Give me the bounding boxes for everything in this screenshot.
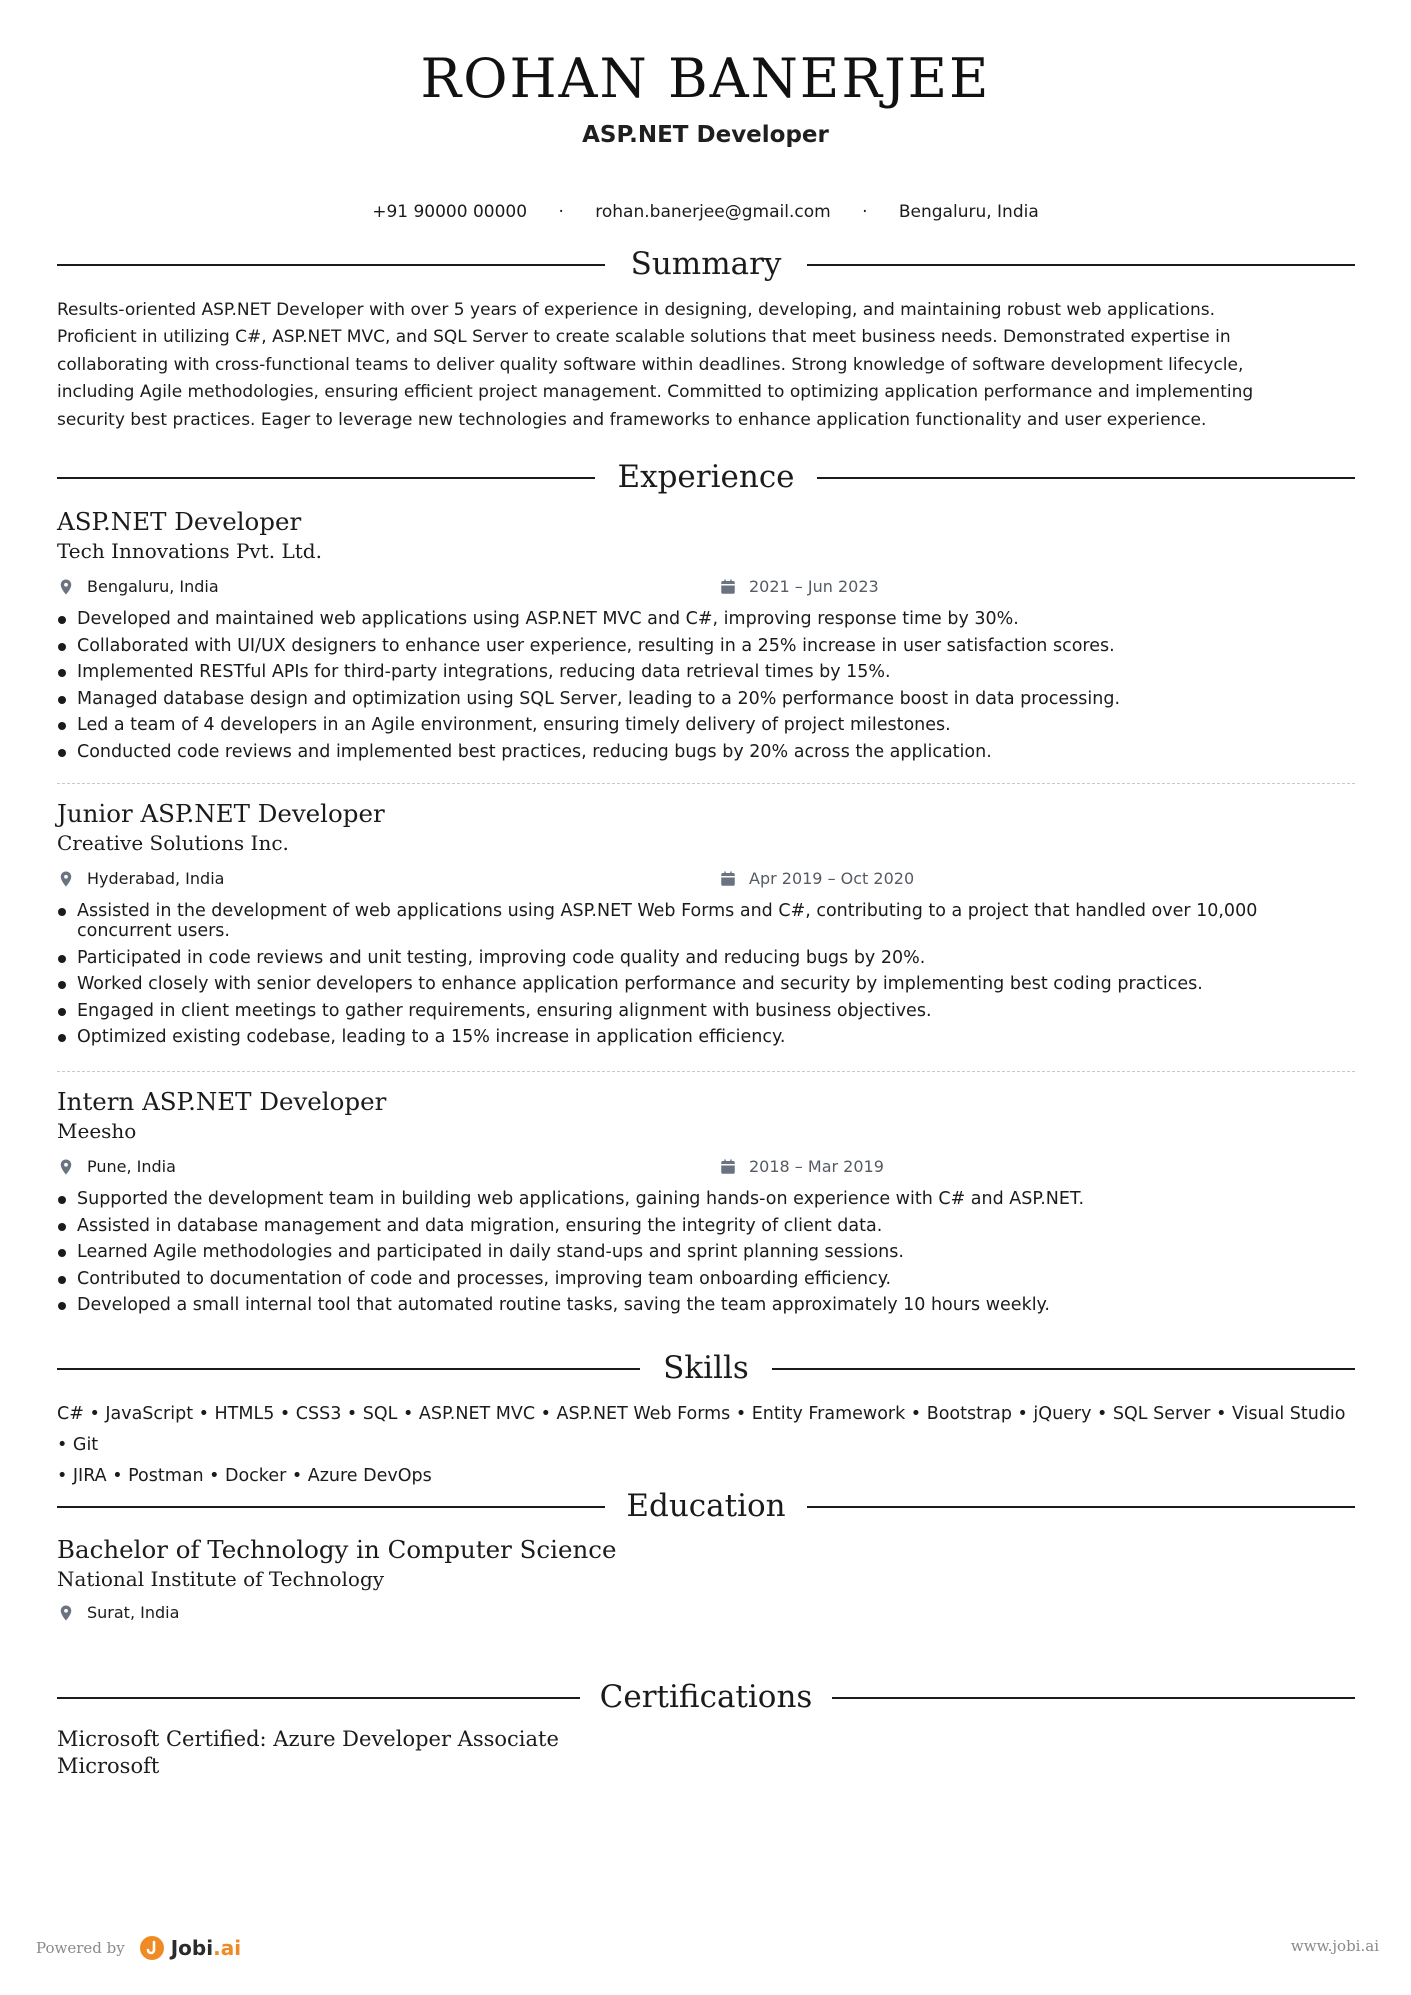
section-title-summary: Summary: [630, 246, 782, 282]
job-bullets: [57, 1189, 1355, 1315]
brand-name[interactable]: [171, 1936, 241, 1960]
job-bullet: Engaged in client meetings to gather requirements, ensuring alignment with business objectives.: [57, 1001, 1355, 1021]
experience-entry: [57, 1087, 1355, 1322]
job-bullets: [57, 609, 1355, 762]
candidate-role: ASP.NET Developer: [582, 122, 829, 148]
location-pin-icon: [57, 578, 75, 596]
job-company: Meesho: [57, 1119, 137, 1143]
job-meta: [57, 869, 1355, 895]
job-bullet: Participated in code reviews and unit testing, improving code quality and reducing bugs by 20%.: [57, 948, 1355, 968]
job-meta: [57, 577, 1355, 603]
job-bullet: Learned Agile methodologies and participated in daily stand-ups and sprint planning sessions.: [57, 1242, 1355, 1262]
section-title-experience: Experience: [617, 459, 795, 495]
job-dates-text: Apr 2019 – Oct 2020: [749, 869, 915, 888]
powered-by-label: Powered by: [36, 1939, 125, 1957]
education-location: [57, 1603, 179, 1622]
section-title-certifications: Certifications: [599, 1679, 813, 1715]
certification-entry: [57, 1726, 1355, 1780]
job-location-text: Pune, India: [87, 1157, 176, 1176]
skills-line: C# • JavaScript • HTML5 • CSS3 • SQL • ASP.NET MVC • ASP.NET Web Forms • Entity Framework • Bootstrap • jQuery • SQL Server • Visual Studio • Git: [57, 1404, 1346, 1455]
skills-list: [57, 1399, 1355, 1492]
location-pin-icon: [57, 1604, 75, 1622]
job-dates-text: 2021 – Jun 2023: [749, 577, 879, 596]
job-location: [57, 869, 224, 888]
job-meta: [57, 1157, 1355, 1183]
calendar-icon: [719, 578, 737, 596]
education-degree: Bachelor of Technology in Computer Science: [57, 1535, 617, 1564]
contact-separator: ·: [558, 202, 564, 222]
certification-title: Microsoft Certified: Azure Developer Associate: [57, 1727, 559, 1751]
job-title: ASP.NET Developer: [57, 507, 302, 536]
experience-entry: [57, 799, 1355, 1054]
section-header-education: [57, 1486, 1355, 1526]
calendar-icon: [719, 1158, 737, 1176]
section-title-education: Education: [626, 1488, 786, 1524]
jobi-logo-icon: [139, 1935, 165, 1961]
section-header-experience: [57, 457, 1355, 497]
entry-divider: [57, 783, 1355, 784]
job-title: Intern ASP.NET Developer: [57, 1087, 387, 1116]
location-pin-icon: [57, 870, 75, 888]
job-dates: [719, 577, 879, 596]
footer-powered-by: [36, 1935, 241, 1961]
education-location-text: Surat, India: [87, 1603, 180, 1622]
job-bullet: Optimized existing codebase, leading to a 15% increase in application efficiency.: [57, 1027, 1355, 1047]
job-bullet: Worked closely with senior developers to enhance application performance and security by implementing best coding practices.: [57, 974, 1355, 994]
job-bullet: Implemented RESTful APIs for third-party integrations, reducing data retrieval times by 15%.: [57, 662, 1355, 682]
job-bullet: Assisted in database management and data migration, ensuring the integrity of client data.: [57, 1216, 1355, 1236]
education-entry: [57, 1535, 1355, 1629]
contact-separator: ·: [862, 202, 868, 222]
job-bullet: Contributed to documentation of code and processes, improving team onboarding efficiency.: [57, 1269, 1355, 1289]
job-company: Creative Solutions Inc.: [57, 831, 289, 855]
job-dates-text: 2018 – Mar 2019: [749, 1157, 884, 1176]
job-title: Junior ASP.NET Developer: [57, 799, 385, 828]
job-location-text: Bengaluru, India: [87, 577, 219, 596]
summary-line: Results-oriented ASP.NET Developer with over 5 years of experience in designing, developing, and maintaining robust web applications.: [57, 300, 1216, 320]
section-header-skills: [57, 1348, 1355, 1388]
summary-line: collaborating with cross-functional teams to deliver quality software within deadlines. Strong knowledge of software development lifecycle,: [57, 354, 1244, 375]
summary-text: [57, 297, 1355, 434]
footer-site-link[interactable]: www.jobi.ai: [1290, 1937, 1379, 1955]
job-location: [57, 1157, 176, 1176]
location-pin-icon: [57, 1158, 75, 1176]
certification-issuer: Microsoft: [57, 1754, 160, 1778]
job-company: Tech Innovations Pvt. Ltd.: [57, 539, 322, 563]
education-school: National Institute of Technology: [57, 1567, 385, 1591]
job-location: [57, 577, 219, 596]
job-bullet: Developed a small internal tool that automated routine tasks, saving the team approximately 10 hours weekly.: [57, 1295, 1355, 1315]
contact-phone: +91 90000 00000: [372, 202, 528, 222]
job-bullet: Developed and maintained web applications using ASP.NET MVC and C#, improving response time by 30%.: [57, 609, 1355, 629]
contact-email[interactable]: rohan.banerjee@gmail.com: [595, 202, 831, 222]
summary-line: Proficient in utilizing C#, ASP.NET MVC, and SQL Server to create scalable solutions that meet business needs. Demonstrated expertise in: [57, 327, 1231, 348]
job-location-text: Hyderabad, India: [87, 869, 225, 888]
job-bullet: Led a team of 4 developers in an Agile environment, ensuring timely delivery of project milestones.: [57, 715, 1355, 735]
job-bullet: Supported the development team in building web applications, gaining hands-on experience with C# and ASP.NET.: [57, 1189, 1355, 1209]
skills-line: • JIRA • Postman • Docker • Azure DevOps: [57, 1466, 432, 1486]
section-header-certifications: [57, 1677, 1355, 1717]
job-bullets: [57, 901, 1355, 1047]
contact-line: [0, 202, 1411, 222]
job-bullet: Conducted code reviews and implemented best practices, reducing bugs by 20% across the application.: [57, 742, 1355, 762]
job-dates: [719, 1157, 884, 1176]
candidate-name: ROHAN BANERJEE: [420, 47, 991, 110]
brand-suffix: .ai: [213, 1936, 242, 1960]
contact-location: Bengaluru, India: [898, 202, 1039, 222]
section-header-summary: [57, 244, 1355, 284]
job-bullet: Managed database design and optimization using SQL Server, leading to a 20% performance boost in data processing.: [57, 689, 1355, 709]
brand-main: Jobi: [170, 1936, 214, 1960]
experience-entry: [57, 507, 1355, 768]
job-bullet: Assisted in the development of web applications using ASP.NET Web Forms and C#, contributing to a project that handled over 10,000 concurrent users.: [57, 901, 1355, 941]
job-dates: [719, 869, 914, 888]
calendar-icon: [719, 870, 737, 888]
job-bullet: Collaborated with UI/UX designers to enhance user experience, resulting in a 25% increase in user satisfaction scores.: [57, 636, 1355, 656]
summary-line: including Agile methodologies, ensuring efficient project management. Committed to optimizing application performance and implementing: [57, 382, 1254, 403]
education-meta: [57, 1603, 1355, 1629]
resume-header: [0, 44, 1411, 148]
summary-line: security best practices. Eager to leverage new technologies and frameworks to enhance application functionality and user experience.: [57, 409, 1207, 430]
section-title-skills: Skills: [663, 1350, 749, 1386]
entry-divider: [57, 1071, 1355, 1072]
